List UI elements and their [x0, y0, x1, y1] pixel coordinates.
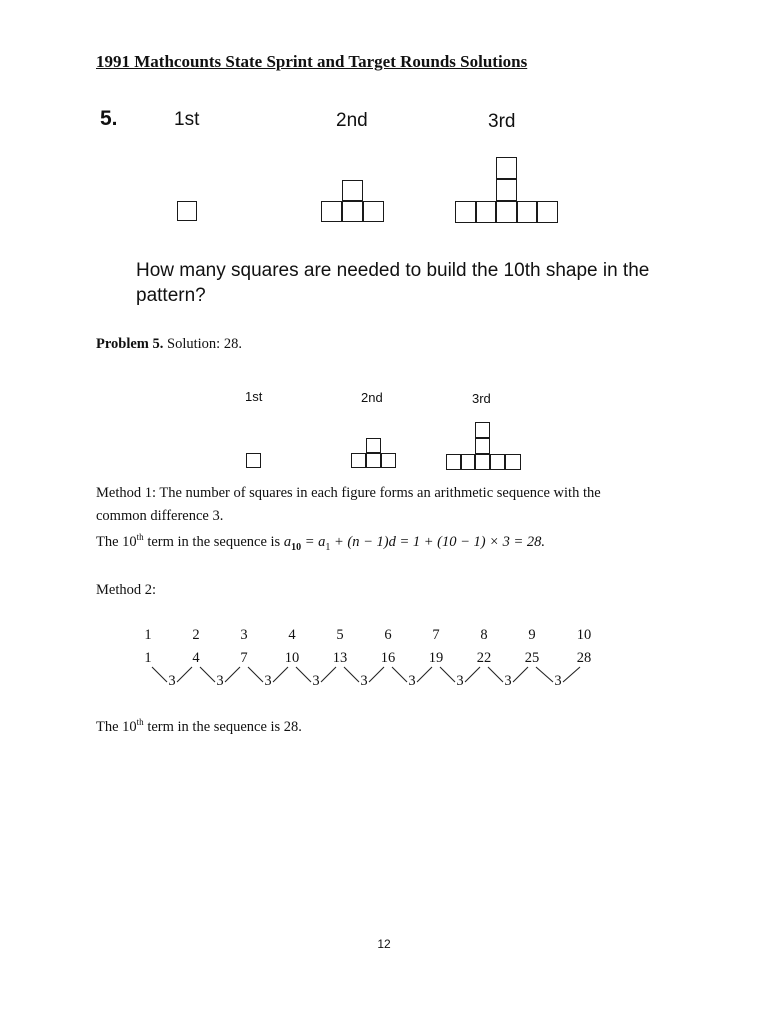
square	[537, 201, 558, 223]
square	[366, 438, 381, 453]
sequence-index: 7	[432, 627, 440, 643]
figure-label-2nd: 2nd	[336, 110, 368, 131]
difference-value: 3	[312, 673, 320, 689]
square	[475, 422, 490, 438]
sequence-index: 8	[480, 627, 488, 643]
square	[342, 180, 363, 201]
sequence-term: 7	[240, 650, 248, 666]
square	[461, 454, 475, 470]
sequence-term: 19	[428, 650, 444, 666]
difference-value: 3	[554, 673, 562, 689]
square	[475, 438, 490, 454]
document-title: 1991 Mathcounts State Sprint and Target Rounds Solutions	[96, 52, 528, 71]
conclusion-pre: The 10	[96, 719, 137, 735]
difference-value: 3	[360, 673, 368, 689]
method1-text-line1: Method 1: The number of squares in each figure forms an arithmetic sequence with the	[96, 485, 601, 501]
sequence-index: 3	[240, 627, 248, 643]
solution-label: Problem 5.	[96, 336, 164, 352]
sequence-index: 4	[288, 627, 296, 643]
square	[496, 201, 517, 223]
question-text-line1: How many squares are needed to build the 10th shape in the	[136, 260, 650, 281]
square	[475, 454, 490, 470]
square	[446, 454, 461, 470]
square	[455, 201, 476, 223]
method1-text-line3	[96, 532, 545, 553]
sequence-index: 9	[528, 627, 536, 643]
solution-answer: Solution: 28.	[163, 336, 242, 352]
method1-text-line2: common difference 3.	[96, 508, 224, 524]
term-text: The 10	[96, 534, 137, 550]
page-number: 12	[377, 937, 391, 951]
square	[342, 201, 363, 222]
square	[177, 201, 197, 221]
conclusion-text	[96, 717, 302, 736]
sequence-term: 1	[144, 650, 152, 666]
square	[505, 454, 521, 470]
sequence-index: 5	[336, 627, 344, 643]
term-text: term in the sequence is	[143, 534, 284, 550]
figure-label-1st: 1st	[174, 109, 200, 130]
solution-figure-label-1st: 1st	[245, 389, 263, 404]
sequence-index: 6	[384, 627, 392, 643]
solution-heading	[96, 336, 242, 353]
solution-figure-label-3rd: 3rd	[472, 391, 491, 406]
square	[381, 453, 396, 468]
square	[490, 454, 505, 470]
figure-label-3rd: 3rd	[488, 111, 516, 132]
square	[246, 453, 261, 468]
square	[517, 201, 537, 223]
ordinal-suffix: th	[136, 717, 144, 727]
difference-value: 3	[264, 673, 272, 689]
sequence-term: 13	[332, 650, 348, 666]
square	[476, 201, 496, 223]
question-text-line2: pattern?	[136, 285, 206, 306]
difference-value: 3	[216, 673, 224, 689]
square	[496, 157, 517, 179]
difference-value: 3	[504, 673, 512, 689]
square	[351, 453, 366, 468]
sequence-term: 4	[192, 650, 200, 666]
square	[366, 453, 381, 468]
method2-label: Method 2:	[96, 582, 157, 598]
solution-figure-label-2nd: 2nd	[361, 390, 383, 405]
conclusion-post: term in the sequence is 28.	[143, 719, 302, 735]
square	[321, 201, 342, 222]
square	[496, 179, 517, 201]
problem-number: 5.	[100, 107, 118, 130]
sequence-term: 10	[284, 650, 300, 666]
ordinal-suffix: th	[136, 532, 144, 542]
square	[363, 201, 384, 222]
sequence-index: 1	[144, 627, 152, 643]
sequence-term: 25	[524, 650, 540, 666]
sequence-term: 16	[380, 650, 396, 666]
sequence-term: 28	[576, 650, 592, 666]
sequence-term: 22	[476, 650, 492, 666]
difference-value: 3	[408, 673, 416, 689]
sequence-index: 10	[576, 627, 592, 643]
difference-value: 3	[168, 673, 176, 689]
difference-value: 3	[456, 673, 464, 689]
sequence-index: 2	[192, 627, 200, 643]
arithmetic-formula: $a_{10} = a_1 + (n - 1)d = 1 + (10 - 1) \times 3 = 28$.	[283, 534, 546, 553]
